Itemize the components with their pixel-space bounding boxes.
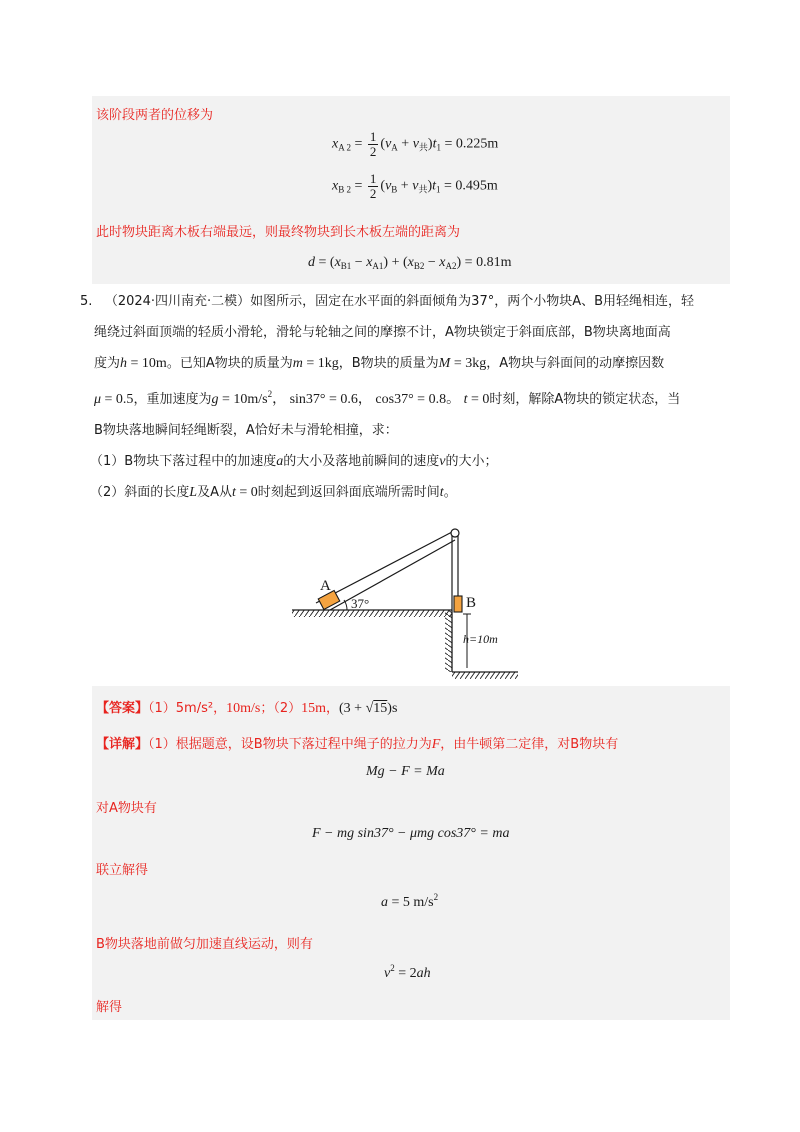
question-source: （2024·四川南充·二模） — [104, 294, 251, 309]
equation-xb2: $x_{B 2}$ = $\frac{1}{2}$ $(v_B + v_共)t_1 = 0.495m$ — [332, 171, 498, 201]
question-text2: 绳绕过斜面顶端的轻质小滑轮，滑轮与轮轴之间的摩擦不计，A物块锁定于斜面底部，B物块离地面高 — [94, 325, 671, 340]
question-text1: 如图所示，固定在水平面的斜面倾角为37°，两个小物块A、B用轻绳相连，轻 — [250, 294, 695, 309]
question-text3c: ，B物块的质量为 — [338, 356, 439, 371]
answer-tag: 【答案】 — [96, 701, 149, 716]
sub2d: 。 — [443, 485, 457, 500]
answer-part1: （1）5m/s²， — [148, 701, 227, 716]
detail-line5: 解得 — [96, 1000, 123, 1015]
detail-line1b-text: ，由牛顿第二定律，对B物块有 — [440, 737, 619, 752]
incline-upper — [316, 532, 452, 603]
eq2-result: 0.495m — [455, 178, 498, 194]
ground-hatch — [292, 610, 452, 617]
answer-sqrt: 15 — [373, 701, 388, 716]
answer-line: 【答案】（1）5m/s²，10m/s；（2）15m，(3 + √15)s — [96, 701, 398, 716]
incline-lower — [330, 540, 455, 610]
question-line3: 度为h = 10m。已知A物块的质量为m = 1kg，B物块的质量为M = 3kg，A物块与斜面间的动摩擦因数 — [94, 356, 665, 371]
pulley — [451, 529, 459, 537]
eq3-result: 0.81m — [476, 255, 512, 270]
question-text3d: ，A物块与斜面间的动摩擦因数 — [486, 356, 665, 371]
question-text3b: 。已知A物块的质量为 — [166, 356, 293, 371]
equation-a-newton: F − mg sin37° − μmg cos37° = ma — [312, 826, 510, 841]
detail-line3: 联立解得 — [96, 863, 149, 878]
question-number: 5. — [80, 294, 93, 309]
answer-part2b: 15m — [301, 701, 326, 716]
question-line4: μ = 0.5，重加速度为$g = 10m/s^2$， sin37° = 0.6， cos37° = 0.8。 t = 0时刻，解除A物块的锁定状态，当 — [94, 389, 681, 407]
label-height: h=10m — [463, 632, 498, 646]
eq1-result: 0.225m — [455, 136, 499, 152]
block1-line2: 此时物块距离木板右端最远，则最终物块到长木板左端的距离为 — [96, 225, 461, 240]
wall-hatch — [445, 610, 452, 672]
sub1c: 的大小； — [445, 454, 498, 469]
sub2c: 时刻起到返回斜面底端所需时间 — [257, 485, 440, 500]
label-b: B — [466, 595, 477, 611]
block-b — [454, 596, 462, 612]
sub2a: （2）斜面的长度 — [90, 485, 190, 500]
question-text4b: 时刻，解除A物块的锁定状态，当 — [489, 392, 681, 407]
answer-part2: ；（2） — [260, 701, 302, 716]
equation-xa2: $x_{A 2}$ = $\frac{1}{2}$ $(v_A + v_共)t_1 = 0.225m$ — [332, 129, 499, 159]
detail-line1: 【详解】（1）根据题意，设B物块下落过程中绳子的拉力为F，由牛顿第二定律，对B物块有 — [96, 737, 619, 752]
sub1a: （1）B物块下落过程中的加速度 — [90, 454, 277, 469]
answer-unit: s — [391, 701, 398, 716]
answer-part1b: 10m/s — [226, 701, 261, 716]
sub2b: 及A从 — [197, 485, 232, 500]
equation-b-newton: Mg − F = Ma — [366, 764, 445, 779]
detail-line4: B物块落地前做匀加速直线运动，则有 — [96, 937, 313, 952]
question-text3a: 度为 — [94, 356, 121, 371]
question-sub1: （1）B物块下落过程中的加速度a的大小及落地前瞬间的速度v的大小； — [90, 454, 498, 469]
lower-ground-hatch — [452, 672, 518, 679]
detail-line1-text: （1）根据题意，设B物块下落过程中绳子的拉力为 — [148, 737, 432, 752]
label-a: A — [320, 578, 331, 594]
block1-line1: 该阶段两者的位移为 — [96, 108, 214, 123]
detail-line2: 对A物块有 — [96, 801, 157, 816]
question-text4a: ，重加速度为 — [133, 392, 212, 407]
label-angle: 37° — [351, 596, 370, 611]
detail-tag: 【详解】 — [96, 737, 149, 752]
equation-acceleration: a = 5 $m/s^2$ — [381, 892, 439, 910]
equation-d: $d = (x_{B1} - x_{A1}) + (x_{B2} - x_{A2}) = 0.81m$ — [308, 255, 512, 271]
question-sub2: （2）斜面的长度L及A从t = 0时刻起到返回斜面底端所需时间t。 — [90, 485, 457, 500]
question-text5: B物块落地瞬间轻绳断裂，A恰好未与滑轮相撞，求： — [94, 423, 398, 438]
answer-part3: ， — [326, 701, 340, 716]
equation-kinematic: $v^2 = 2ah$ — [384, 963, 431, 981]
sub1b: 的大小及落地前瞬间的速度 — [283, 454, 440, 469]
